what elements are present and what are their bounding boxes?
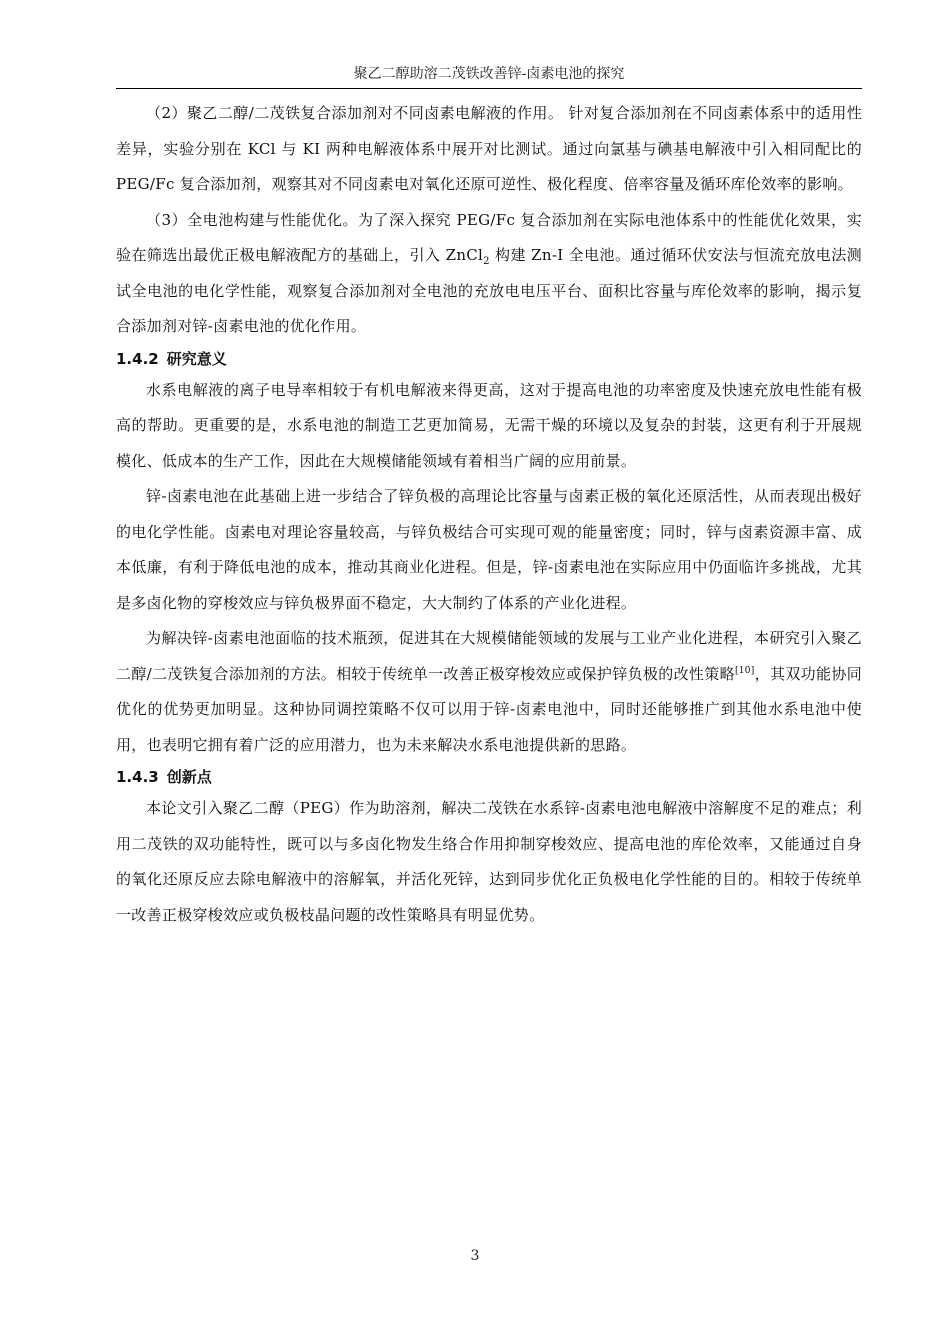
section-title: 研究意义 (166, 349, 227, 368)
paragraph-research-approach-part-a: 为解决锌-卤素电池面临的技术瓶颈，促进其在大规模储能领域的发展与工业产业化进程，本研究引入聚乙二醇/二茂铁复合添加剂的方法。相较于传统单一改善正极穿梭效应或保护锌负极的改性策略 (116, 629, 862, 683)
section-heading-significance (116, 345, 862, 373)
section-number: 1.4.3 (116, 768, 159, 786)
header-rule (116, 88, 862, 89)
paragraph-research-approach (116, 621, 862, 763)
paragraph-research-approach-part-b: ，其双功能协同优化的优势更加明显。这种协同调控策略不仅可以用于锌-卤素电池中，同时还能够推广到其他水系电池中使用，也表明它拥有着广泛的应用潜力，也为未来解决水系电池提供新的思路。 (116, 664, 862, 754)
running-header: 聚乙二醇助溶二茂铁改善锌-卤素电池的探究 (353, 66, 625, 82)
paragraph-aqueous-electrolyte: 水系电解液的离子电导率相较于有机电解液来得更高，这对于提高电池的功率密度及快速充放电性能有极高的帮助。更重要的是，水系电池的制造工艺更加简易，无需干燥的环境以及复杂的封装，这更有利于开展规模化、低成本的生产工作，因此在大规模储能领域有着相当广阔的应用前景。 (116, 380, 862, 470)
section-heading-innovation (116, 763, 862, 791)
section-title: 创新点 (166, 768, 212, 786)
section-number: 1.4.2 (116, 349, 159, 368)
citation-ref: [10] (734, 665, 755, 676)
page-body (116, 96, 862, 933)
paragraph-zinc-halogen: 锌-卤素电池在此基础上进一步结合了锌负极的高理论比容量与卤素正极的氧化还原活性，从而表现出极好的电化学性能。卤素电对理论容量较高，与锌负极结合可实现可观的能量密度；同时，锌与卤素资源丰富、成本低廉，有利于降低电池的成本，推动其商业化进程。但是，锌-卤素电池在实际应用中仍面临许多挑战，尤其是多卤化物的穿梭效应与锌负极界面不稳定，大大制约了体系的产业化进程。 (116, 487, 862, 612)
subscript-2: 2 (483, 256, 490, 267)
paragraph-halide-electrolyte-test: （2）聚乙二醇/二茂铁复合添加剂对不同卤素电解液的作用。 针对复合添加剂在不同卤素体系中的适用性差异，实验分别在 KCl 与 KI 两种电解液体系中展开对比测试。通过向氯基与碘基电解液中引入相同配比的 PEG/Fc 复合添加剂，观察其对不同卤素电对氧化还原可逆性、极化程度、倍率容量及循环库伦效率的影响。 (116, 104, 862, 193)
paragraph-full-battery-part-b: 构建 Zn-I 全电池。通过循环伏安法与恒流充放电法测试全电池的电化学性能，观察复合添加剂对全电池的充放电电压平台、面积比容量与库伦效率的影响，揭示复合添加剂对锌-卤素电池的优化作用。 (116, 246, 862, 335)
page-number: 3 (470, 1248, 480, 1264)
paragraph-innovation: 本论文引入聚乙二醇（PEG）作为助溶剂，解决二茂铁在水系锌-卤素电池电解液中溶解度不足的难点；利用二茂铁的双功能特性，既可以与多卤化物发生络合作用抑制穿梭效应、提高电池的库伦效率，又能通过自身的氧化还原反应去除电解液中的溶解氧，并活化死锌，达到同步优化正负极电化学性能的目的。相较于传统单一改善正极穿梭效应或负极枝晶问题的改性策略具有明显优势。 (116, 799, 862, 924)
paragraph-full-battery (116, 203, 862, 345)
paragraph-full-battery-part-a: （3）全电池构建与性能优化。为了深入探究 PEG/Fc 复合添加剂在实际电池体系中的性能优化效果，实验在筛选出最优正极电解液配方的基础上，引入 ZnCl (116, 210, 862, 264)
